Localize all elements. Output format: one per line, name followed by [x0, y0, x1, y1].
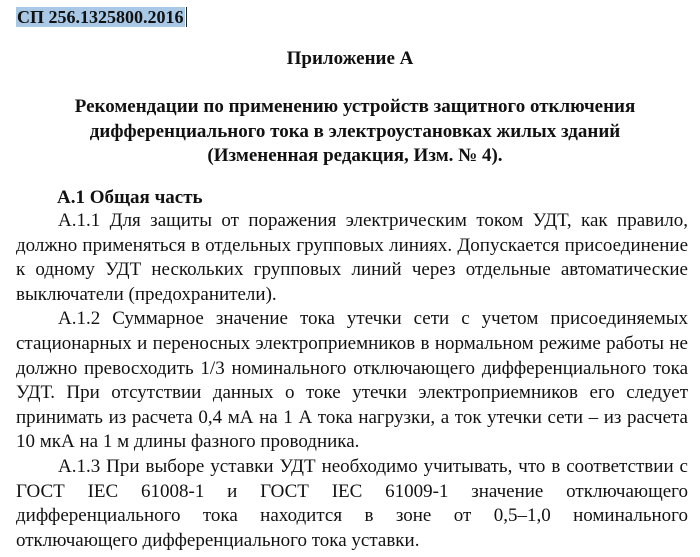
paragraph-a-1-3: А.1.3 При выборе уставки УДТ необходимо учитывать, что в соответствии с ГОСТ IEC 61008-1 и ГОСТ IEC 61009-1 значение отключающего дифференциального тока находится в зоне от 0,5–1,0 номинального отключающего дифференциального тока уставки.: [16, 455, 688, 551]
title-line: Рекомендации по применению устройств защитного отключения: [74, 96, 636, 117]
document-body: [16, 209, 688, 553]
title-line: дифференциального тока в электроустановках жилых зданий: [89, 120, 621, 142]
paragraph-a-1-1: А.1.1 Для защиты от поражения электрическим током УДТ, как правило, должно применяться в отдельных групповых линиях. Допускается присоединение к одному УДТ нескольких групповых линий через отдельные автоматические выключатели (предохранители).: [16, 210, 688, 305]
selected-text[interactable]: СП 256.1325800.2016: [17, 7, 184, 27]
appendix-title: [40, 95, 670, 169]
appendix-label: Приложение А: [286, 48, 414, 69]
paragraph-a-1-2: А.1.2 Суммарное значение тока утечки сети с учетом присоединяемых стационарных и переносных электроприемников в нормальном режиме работы не должно превосходить 1/3 номинального отключающего дифференциального тока УДТ. При отсутствии данных о токе утечки электроприемников его следует принимать из расчета 0,4 мА на 1 А тока нагрузки, а ток утечки сети – из расчета 10 мкА на 1 м длины фазного проводника.: [16, 308, 688, 453]
title-line: (Измененная редакция, Изм. № 4).: [207, 145, 503, 166]
document-code-header[interactable]: [16, 6, 187, 28]
section-heading: А.1 Общая часть: [57, 187, 203, 208]
text-cursor: [186, 7, 187, 27]
